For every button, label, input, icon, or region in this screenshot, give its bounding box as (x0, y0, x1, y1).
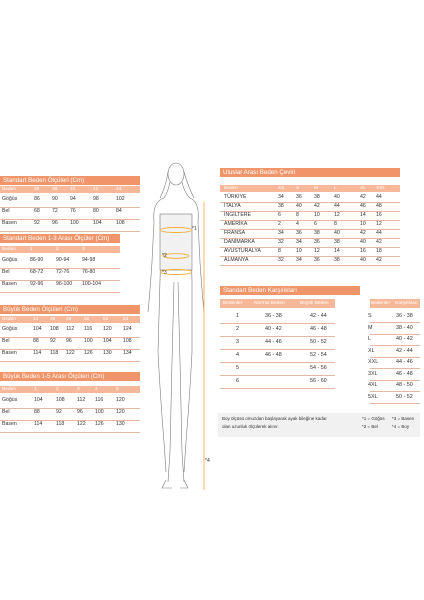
table-cell: 94-98 (82, 257, 96, 263)
buyuk15-table (0, 372, 140, 427)
header-cell: XXL (376, 186, 386, 191)
row-divider (220, 362, 335, 363)
table-cell: 32 (278, 257, 284, 263)
header-cell: 2 (56, 387, 59, 392)
table-cell: 118 (56, 421, 65, 427)
table-cell: 18 (376, 248, 382, 254)
row-label: DANİMARKA (224, 239, 255, 245)
table-cell: 12 (334, 212, 340, 218)
table-cell: 108 (116, 220, 125, 226)
row-label: 3 (236, 339, 239, 345)
row-label: XL (368, 347, 375, 354)
table-cell: 12 (376, 221, 382, 227)
table-cell: 130 (103, 350, 112, 356)
table-cell: 108 (56, 397, 65, 403)
table-cell: 14 (334, 248, 340, 254)
table-cell: 126 (84, 350, 93, 356)
table-cell: 10 (296, 248, 302, 254)
header-cell: 1 (34, 387, 37, 392)
row-divider (0, 432, 140, 433)
row-label: AMERİKA (224, 221, 248, 227)
table-cell: 42 - 44 (396, 347, 413, 354)
mark-4: *4 (205, 458, 210, 464)
table-title: Standart Beden 1-3 Arası Ölçüler (Cm) (0, 234, 120, 243)
table-cell: 40 - 42 (265, 326, 282, 332)
header-cell: Büyük Beden (300, 301, 329, 306)
header-cell: Beden (2, 187, 16, 192)
table-cell: 76-80 (82, 269, 96, 275)
row-label: 4 (236, 352, 239, 358)
row-divider (220, 323, 335, 324)
karsilik-table (220, 286, 420, 400)
table-cell: 4 (296, 221, 299, 227)
table-cell: 46 (360, 203, 366, 209)
row-label: Basen (2, 350, 17, 356)
table-cell: 36 (296, 230, 302, 236)
header-cell: Beden (2, 387, 16, 392)
table-cell: 88 (34, 409, 40, 415)
table-cell: 34 (278, 194, 284, 200)
table-cell: 100 (84, 338, 93, 344)
header-cell: XL (360, 186, 366, 191)
table-cell: 12 (314, 248, 320, 254)
header-cell: 48 (66, 317, 72, 322)
row-divider (370, 403, 420, 404)
row-divider (370, 391, 420, 392)
row-label: S (368, 313, 372, 319)
row-label: Bel (2, 208, 10, 214)
table-cell: 56 - 60 (310, 378, 327, 384)
table-cell: 38 - 40 (396, 324, 413, 331)
header-cell: S (296, 186, 300, 191)
table-cell: 40 - 42 (396, 336, 413, 342)
table-cell: 116 (95, 397, 104, 403)
table-cell: 8 (278, 248, 281, 254)
row-divider (0, 292, 120, 293)
header-cell: 44 (33, 317, 39, 322)
header-cell: 42 (93, 187, 99, 192)
uluslar-table (220, 168, 400, 263)
mark-3: *3 (162, 270, 167, 276)
table-cell: 68 (34, 208, 40, 214)
table-cell: 120 (116, 397, 125, 403)
table-cell: 16 (376, 212, 382, 218)
table-cell: 108 (123, 338, 132, 344)
table-cell: 32 (278, 239, 284, 245)
row-divider (220, 388, 335, 389)
table-cell: 116 (84, 326, 93, 332)
header-cell: 3 (77, 387, 80, 392)
row-label: 1 (236, 313, 239, 319)
row-label: 6 (236, 378, 239, 384)
header-cell: Beden (2, 247, 16, 252)
table-cell: 14 (360, 212, 366, 218)
table-cell: 48 - 50 (396, 382, 413, 388)
table-cell: 44 (376, 194, 382, 200)
header-cell: Beden (2, 317, 16, 322)
table-cell: 50 - 52 (310, 339, 327, 345)
table-cell: 86-90 (30, 257, 44, 263)
table-cell: 34 (296, 257, 302, 263)
header-cell: XS (278, 186, 285, 191)
row-divider (370, 368, 420, 369)
table-cell: 44 (376, 230, 382, 236)
table-cell: 100-104 (82, 281, 102, 287)
table-cell: 96 (66, 338, 72, 344)
table-title: Standart Beden Karşılıkları (220, 286, 360, 295)
header-cell: M (314, 186, 318, 191)
table-cell: 44 - 46 (265, 339, 282, 345)
table-cell: 36 - 38 (396, 313, 413, 319)
table-cell: 40 (360, 239, 366, 245)
row-label: ALMANYA (224, 257, 249, 263)
table-cell: 10 (360, 221, 366, 227)
table-cell: 120 (103, 326, 112, 332)
table-cell: 38 (314, 230, 320, 236)
row-label: İNGİLTERE (224, 212, 251, 218)
table-cell: 122 (77, 421, 86, 427)
row-divider (370, 345, 420, 346)
standart13-table (0, 234, 120, 287)
legend-1: *1 = Göğüs (362, 416, 385, 421)
row-label: L (368, 336, 371, 342)
header-cell: 38 (52, 187, 58, 192)
table-cell: 104 (33, 326, 42, 332)
row-divider (370, 357, 420, 358)
row-label: XXL (368, 359, 379, 365)
table-cell: 40 (334, 194, 340, 200)
row-label: Bel (2, 269, 10, 275)
table-cell: 102 (116, 196, 125, 202)
note-text-2: olan uzunluk ölçülerek alınır. (222, 424, 279, 429)
table-cell: 104 (34, 397, 43, 403)
table-cell: 40 (360, 257, 366, 263)
table-cell: 6 (278, 212, 281, 218)
header-cell: L (334, 186, 337, 191)
table-cell: 42 (314, 203, 320, 209)
table-cell: 130 (116, 421, 125, 427)
table-cell: 100 (70, 220, 79, 226)
row-label: FRANSA (224, 230, 246, 236)
table-cell: 90 (52, 196, 58, 202)
table-title: Uluslar Arası Beden Çeviri (220, 168, 400, 177)
table-cell: 34 (278, 230, 284, 236)
header-cell: 54 (123, 317, 129, 322)
table-cell: 126 (95, 421, 104, 427)
table-cell: 108 (50, 326, 59, 332)
table-cell: 52 - 54 (310, 352, 327, 358)
table-cell: 80 (93, 208, 99, 214)
table-cell: 90-94 (56, 257, 70, 263)
row-divider (220, 265, 400, 266)
table-cell: 96 (77, 409, 83, 415)
table-cell: 8 (334, 221, 337, 227)
row-label: TÜRKİYE (224, 194, 247, 200)
table-cell: 120 (116, 409, 125, 415)
header-cell: Beden (224, 186, 238, 191)
table-cell: 36 - 38 (265, 313, 282, 319)
table-cell: 96 (52, 220, 58, 226)
table-cell: 38 (278, 203, 284, 209)
table-cell: 42 (360, 230, 366, 236)
table-cell: 76 (70, 208, 76, 214)
table-cell: 92 (50, 338, 56, 344)
table-cell: 134 (123, 350, 132, 356)
row-label: Göğüs (2, 397, 18, 403)
table-cell: 44 - 46 (396, 359, 413, 365)
buyuk-table (0, 305, 140, 356)
row-label: Basen (2, 281, 17, 287)
table-cell: 38 (334, 239, 340, 245)
row-divider (220, 229, 400, 230)
table-cell: 92-96 (30, 281, 44, 287)
header-cell: 50 (84, 317, 90, 322)
table-cell: 42 (360, 194, 366, 200)
table-title: Büyük Beden 1-5 Arası Ölçüleri (Cm) (0, 372, 140, 381)
mark-1: *1 (192, 226, 197, 232)
table-cell: 122 (66, 350, 75, 356)
table-cell: 104 (103, 338, 112, 344)
header-cell: 40 (70, 187, 76, 192)
row-divider (370, 380, 420, 381)
header-cell: Normal Beden (254, 301, 285, 306)
row-divider (370, 322, 420, 323)
table-cell: 34 (296, 239, 302, 245)
table-cell: 36 (314, 239, 320, 245)
table-cell: 88 (33, 338, 39, 344)
table-cell: 42 - 44 (310, 313, 327, 319)
row-divider (220, 349, 335, 350)
table-title: Büyük Beden Ölçüleri (Cm) (0, 305, 140, 314)
table-cell: 38 (314, 194, 320, 200)
table-cell: 118 (50, 350, 59, 356)
legend-2: *2 = Bel (362, 424, 378, 429)
table-cell: 36 (296, 194, 302, 200)
table-cell: 100 (95, 409, 104, 415)
table-cell: 72-76 (56, 269, 70, 275)
table-cell: 48 (376, 203, 382, 209)
header-cell: 5 (116, 387, 119, 392)
table-cell: 86 (34, 196, 40, 202)
table-cell: 96-100 (56, 281, 73, 287)
row-divider (220, 375, 335, 376)
row-divider (220, 336, 335, 337)
table-cell: 98 (93, 196, 99, 202)
table-cell: 114 (34, 421, 43, 427)
row-divider (220, 202, 400, 203)
table-cell: 36 (314, 257, 320, 263)
table-cell: 46 - 48 (265, 352, 282, 358)
table-cell: 16 (360, 248, 366, 254)
row-label: Göğüs (2, 257, 18, 263)
table-cell: 38 (334, 257, 340, 263)
table-cell: 124 (123, 326, 132, 332)
header-cell: Bedenler (223, 301, 243, 306)
table-cell: 2 (278, 221, 281, 227)
header-cell: Bedenler (371, 301, 391, 306)
table-cell: 112 (77, 397, 86, 403)
row-label: 5XL (368, 393, 378, 400)
row-label: 2 (236, 326, 239, 332)
table-cell: 114 (33, 350, 42, 356)
row-label: Göğüs (2, 326, 18, 332)
table-cell: 112 (66, 326, 75, 332)
table-cell: 10 (314, 212, 320, 218)
body-figure (146, 162, 218, 502)
header-cell: Karşılıkları (395, 301, 418, 306)
table-cell: 94 (70, 196, 76, 202)
header-cell: 44 (116, 187, 122, 192)
header-cell: 46 (50, 317, 56, 322)
table-cell: 92 (56, 409, 62, 415)
header-cell: 36 (34, 187, 40, 192)
row-label: Bel (2, 338, 10, 344)
table-cell: 50 - 52 (396, 393, 413, 400)
legend-3: *3 = Basen (392, 416, 415, 421)
header-cell: 3 (82, 247, 85, 252)
row-label: AVUSTURALYA (224, 248, 261, 254)
row-divider (370, 334, 420, 335)
note-box (218, 413, 420, 437)
table-cell: 6 (314, 221, 317, 227)
row-label: Bel (2, 409, 10, 415)
table-cell: 42 (376, 257, 382, 263)
table-cell: 8 (296, 212, 299, 218)
header-cell: 2 (56, 247, 59, 252)
table-cell: 40 (296, 203, 302, 209)
row-label: Basen (2, 421, 17, 427)
table-cell: 46 - 48 (396, 370, 413, 377)
header-cell: 4 (95, 387, 98, 392)
header-cell: 1 (30, 247, 33, 252)
note-text-1: Boy ölçüsü omuzdan başlayarak ayak bileğine kadar (222, 416, 327, 421)
row-divider (0, 231, 140, 232)
row-label: 4XL (368, 382, 378, 388)
row-label: M (368, 324, 373, 331)
table-cell: 68-72 (30, 269, 44, 275)
table-cell: 54 - 56 (310, 365, 327, 371)
row-label: Basen (2, 220, 17, 226)
table-cell: 84 (116, 208, 122, 214)
legend-4: *4 = Boy (392, 424, 410, 429)
mark-2: *2 (162, 253, 167, 259)
table-cell: 46 - 48 (310, 326, 327, 332)
table-title: Standart Beden Ölçüleri (Cm) (0, 176, 140, 185)
table-cell: 104 (93, 220, 102, 226)
table-cell: 92 (34, 220, 40, 226)
header-cell: 52 (103, 317, 109, 322)
row-divider (0, 361, 140, 362)
row-label: Göğüs (2, 196, 18, 202)
table-cell: 72 (52, 208, 58, 214)
table-cell: 42 (376, 239, 382, 245)
row-label: İTALYA (224, 203, 241, 209)
table-cell: 44 (334, 203, 340, 209)
standart-table (0, 176, 140, 226)
table-cell: 40 (334, 230, 340, 236)
row-label: 5 (236, 365, 239, 371)
row-label: 3XL (368, 370, 378, 377)
